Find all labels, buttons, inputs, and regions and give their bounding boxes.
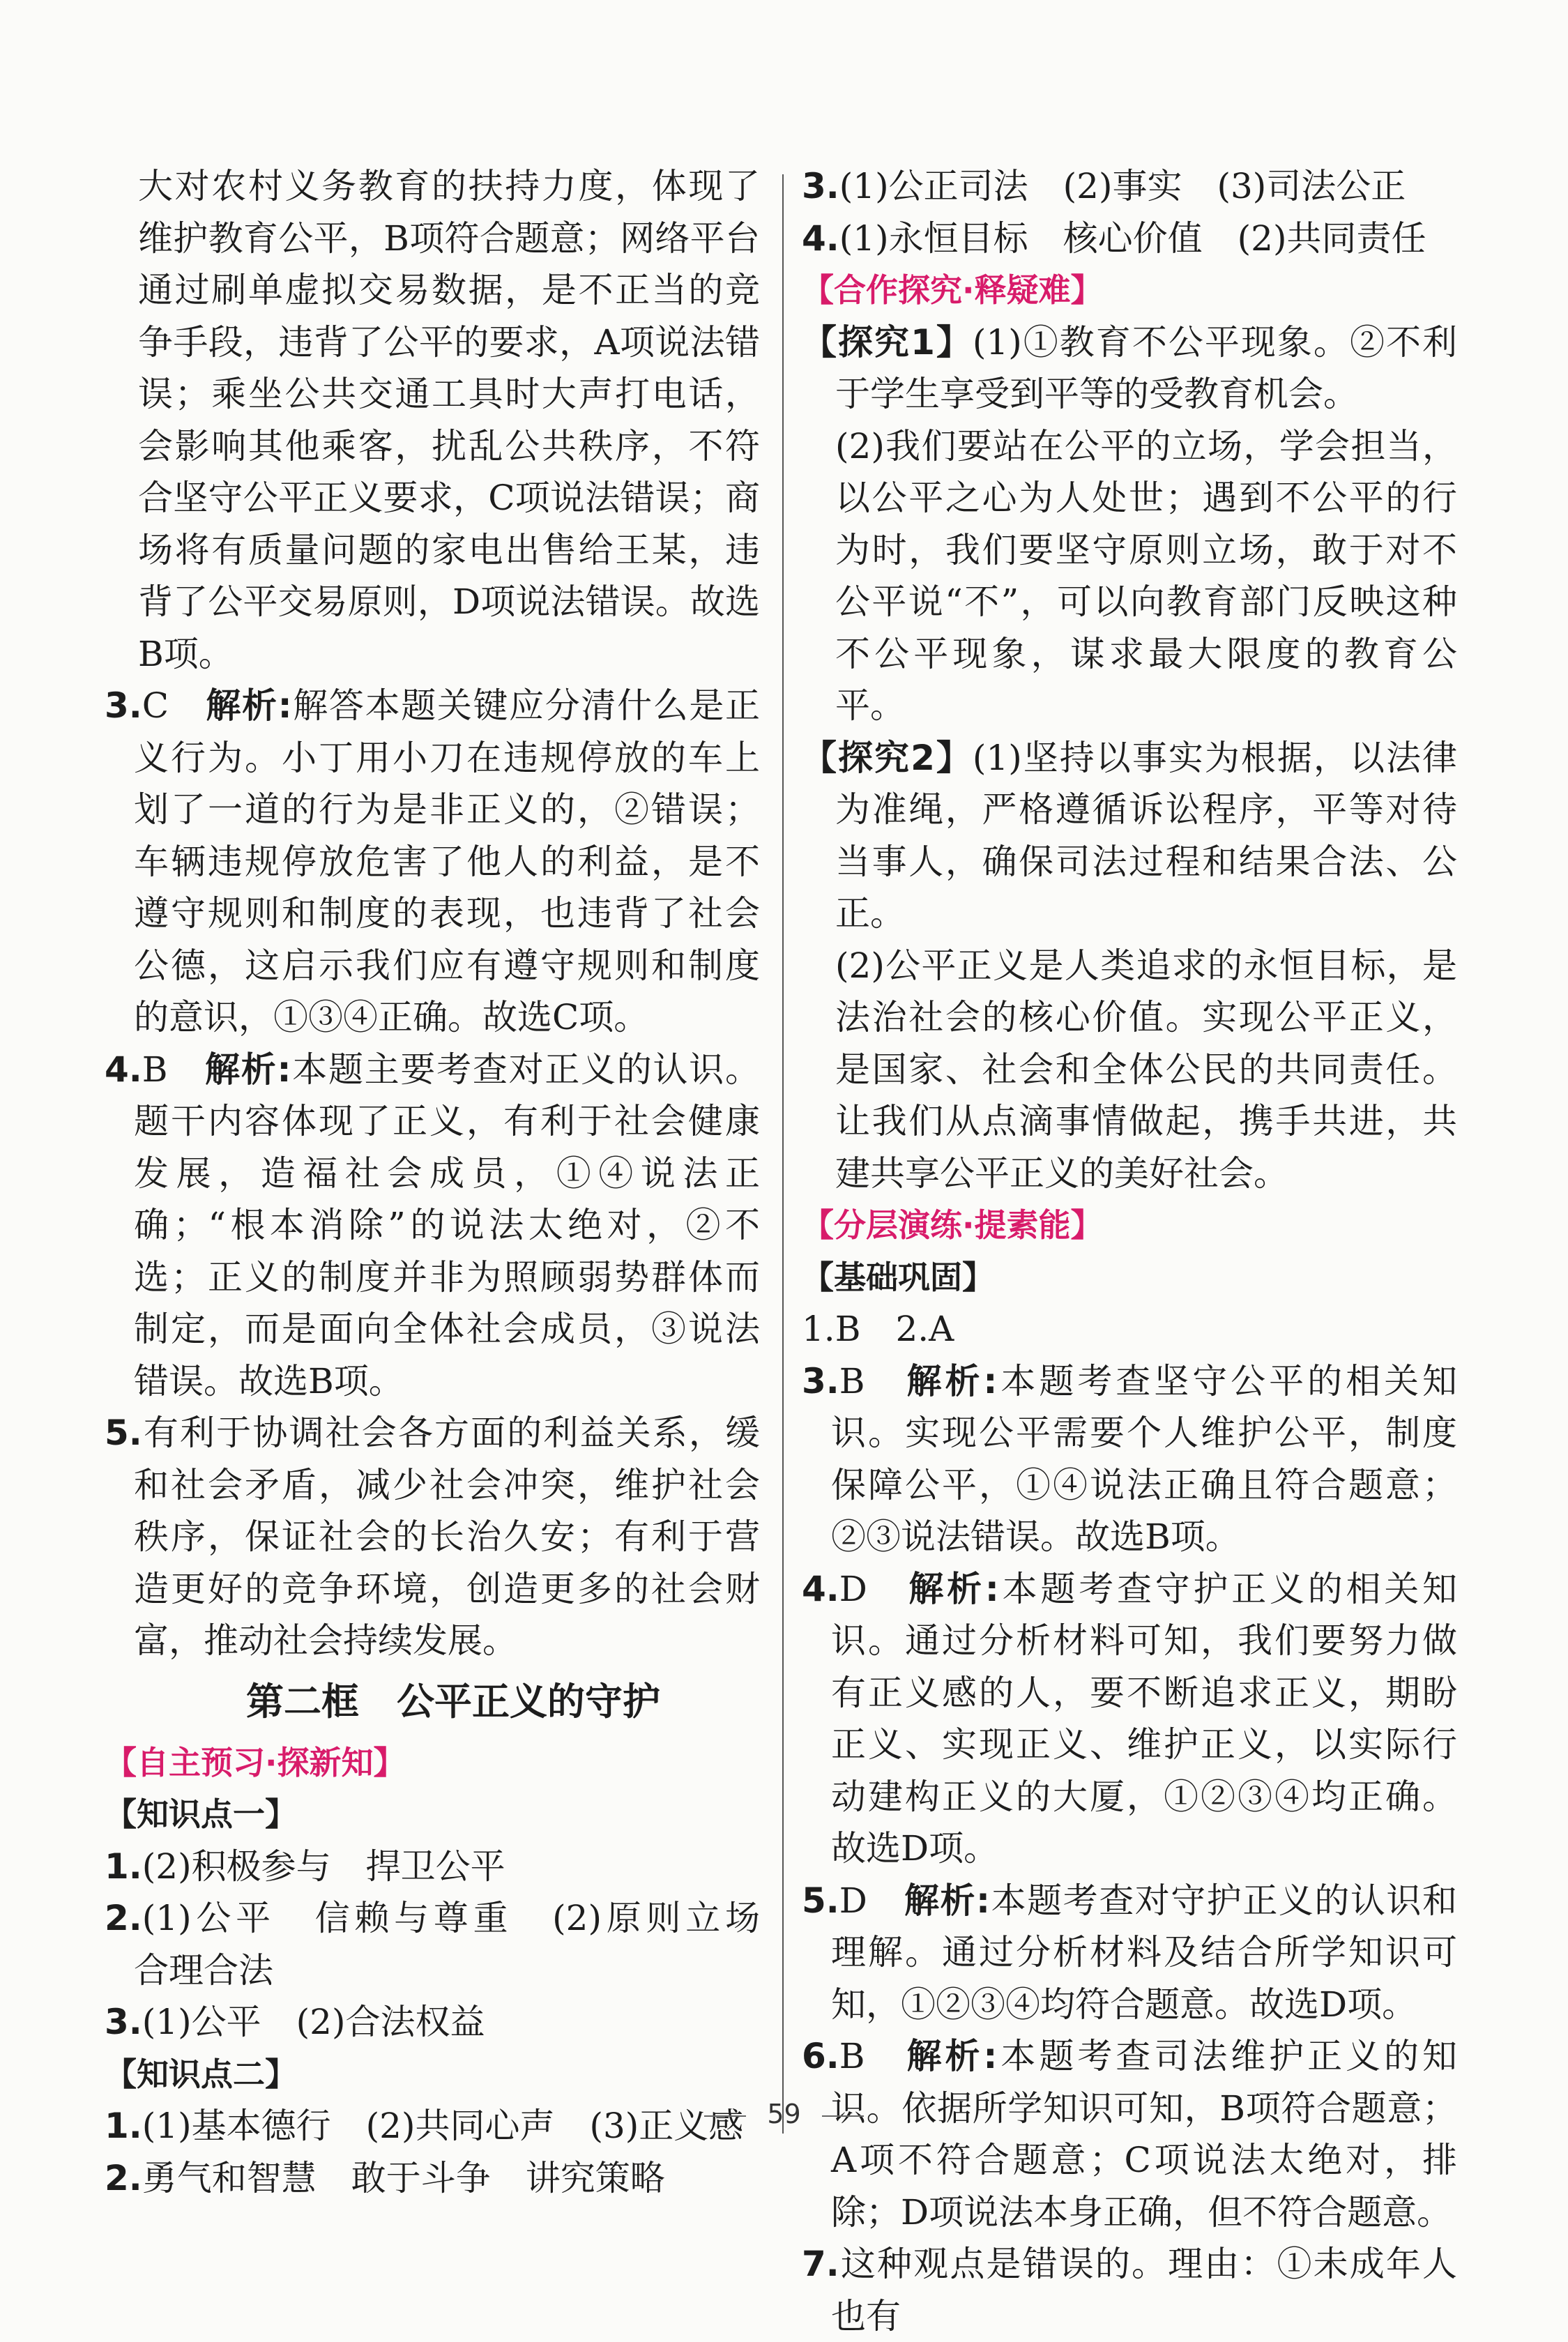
item-number: 5.	[802, 1880, 839, 1921]
item-number: 5.	[105, 1413, 142, 1453]
item-text: (2)积极参与 捍卫公平	[142, 1846, 505, 1887]
item-choice: B	[839, 1360, 907, 1401]
inquiry-label: 【探究2】	[802, 737, 973, 778]
answer-item	[802, 1563, 1457, 1875]
item-number: 1.	[105, 2106, 142, 2146]
answer-line: 1.B 2.A	[802, 1309, 954, 1349]
item-number: 1.	[105, 1846, 142, 1887]
item-text: 勇气和智慧 敢于斗争 讲究策略	[142, 2157, 665, 2198]
answer-item	[105, 1044, 760, 1408]
item-number: 3.	[802, 1360, 839, 1401]
item-number: 3.	[105, 2002, 142, 2042]
answer-item	[802, 1355, 1457, 1563]
item-choice: B	[142, 1049, 206, 1090]
analysis-text: 本题考查守护正义的相关知识。通过分析材料可知，我们要努力做有正义感的人，要不断追求正义，期盼正义、实现正义、维护正义，以实际行动建构正义的大厦，①②③④均正确。故选D项。	[831, 1568, 1458, 1869]
item-number: 4.	[105, 1049, 142, 1090]
analysis-text: 解答本题关键应分清什么是正义行为。小丁用小刀在违规停放的车上划了一道的行为是非正义的，②错误；车辆违规停放危害了他人的利益，是不遵守规则和制度的表现，也违背了社会公德，这启示我们应有遵守规则和制度的意识，①③④正确。故选C项。	[134, 685, 761, 1037]
analysis-text: 本题主要考查对正义的认识。题干内容体现了正义，有利于社会健康发展，造福社会成员，①④说法正确；“根本消除”的说法太绝对，②不选；正义的制度并非为照顾弱势群体而制定，而是面向全体社会成员，③说法错误。故选B项。	[134, 1049, 761, 1401]
item-number: 4.	[802, 1568, 839, 1609]
item-text: (1)公平 (2)合法权益	[142, 2002, 485, 2042]
answer-item	[105, 2152, 760, 2205]
item-choice: B	[839, 2036, 907, 2076]
item-text: (1)公平 信赖与尊重 (2)原则立场 合理合法	[134, 1898, 795, 1991]
item-text: 有利于协调社会各方面的利益关系，缓和社会矛盾，减少社会冲突，维护社会秩序，保证社会的长治久安；有利于营造更好的竞争环境，创造更多的社会财富，推动社会持续发展。	[134, 1413, 760, 1661]
item-number: 6.	[802, 2036, 839, 2076]
item-text: 这种观点是错误的。理由：①未成年人也有	[831, 2244, 1457, 2336]
item-choice: D	[839, 1568, 909, 1609]
subsection-heading: 【基础巩固】	[802, 1258, 994, 1296]
inquiry-text: (1)①教育不公平现象。②不利于学生享受到平等的受教育机会。	[835, 321, 1457, 414]
answer-item	[105, 680, 760, 1044]
inquiry-label: 【探究1】	[802, 321, 973, 363]
item-number: 2.	[105, 2157, 142, 2198]
analysis-text: 本题考查司法维护正义的知识。依据所学知识可知，B项符合题意；A项不符合题意；C项说法太绝对，排除；D项说法本身正确，但不符合题意。	[831, 2036, 1458, 2233]
analysis-label: 解析:	[906, 1360, 998, 1401]
inquiry-answer	[802, 317, 1457, 420]
section-heading: 【合作探究·释疑难】	[802, 271, 1103, 309]
answer-item	[802, 2238, 1457, 2342]
analysis-label: 解析:	[205, 1049, 291, 1090]
item-text: (1)基本德行 (2)共同心声 (3)正义感	[142, 2106, 744, 2146]
answer-item	[105, 1996, 760, 2048]
right-column	[802, 160, 1457, 2342]
analysis-label: 解析:	[908, 1568, 999, 1609]
column-divider	[782, 174, 784, 2134]
analysis-text: 本题考查对守护正义的认识和理解。通过分析材料及结合所学知识可知，①②③④均符合题意。故选D项。	[831, 1880, 1458, 2025]
answer-continuation: 大对农村义务教育的扶持力度，体现了维护教育公平，B项符合题意；网络平台通过刷单虚拟交易数据，是不正当的竞争手段，违背了公平的要求，A项说法错误；乘坐公共交通工具时大声打电话，会影响其他乘客，扰乱公共秩序，不符合坚守公平正义要求，C项说法错误；商场将有质量问题的家电出售给王某，违背了公平交易原则，D项说法错误。故选B项。	[138, 166, 760, 674]
section-heading: 【分层演练·提素能】	[802, 1206, 1103, 1244]
answer-item	[105, 1841, 760, 1893]
answer-item	[802, 2030, 1457, 2238]
item-number: 2.	[105, 1898, 142, 1938]
analysis-label: 解析:	[906, 2036, 998, 2076]
item-number: 3.	[802, 166, 839, 206]
item-number: 3.	[105, 685, 142, 726]
subsection-heading: 【知识点一】	[105, 1795, 297, 1833]
answer-subpart: (2)我们要站在公平的立场，学会担当，以公平之心为人处世；遇到不公平的行为时，我们要坚守原则立场，敢于对不公平说“不”，可以向教育部门反映这种不公平现象，谋求最大限度的教育公平。	[835, 425, 1457, 726]
answer-subpart: (2)公平正义是人类追求的永恒目标，是法治社会的核心价值。实现公平正义，是国家、社会和全体公民的共同责任。让我们从点滴事情做起，携手共进，共建共享公平正义的美好社会。	[835, 945, 1457, 1194]
item-text: (1)永恒目标 核心价值 (2)共同责任	[839, 218, 1426, 259]
item-text: (1)公正司法 (2)事实 (3)司法公正	[839, 166, 1406, 206]
analysis-label: 解析:	[904, 1880, 991, 1921]
answer-item	[105, 1892, 795, 1996]
subsection-heading: 【知识点二】	[105, 2055, 297, 2093]
analysis-text: 本题考查坚守公平的相关知识。实现公平需要个人维护公平，制度保障公平，①④说法正确且符合题意；②③说法错误。故选B项。	[831, 1360, 1458, 1557]
inquiry-text: (1)坚持以事实为根据，以法律为准绳，严格遵循诉讼程序，平等对待当事人，确保司法过程和结果合法、公正。	[835, 737, 1457, 934]
answer-item	[802, 213, 1457, 265]
analysis-label: 解析:	[206, 685, 292, 726]
answer-item	[802, 160, 1457, 213]
lesson-title: 第二框 公平正义的守护	[246, 1679, 660, 1724]
inquiry-answer	[802, 732, 1457, 940]
page-number: 59	[0, 2099, 1568, 2129]
answer-item	[105, 1407, 760, 1667]
item-choice: C	[142, 685, 206, 726]
section-heading: 【自主预习·探新知】	[105, 1743, 406, 1781]
item-choice: D	[839, 1880, 904, 1921]
answer-item	[802, 1875, 1457, 2031]
item-number: 7.	[802, 2244, 839, 2284]
item-number: 4.	[802, 218, 839, 259]
